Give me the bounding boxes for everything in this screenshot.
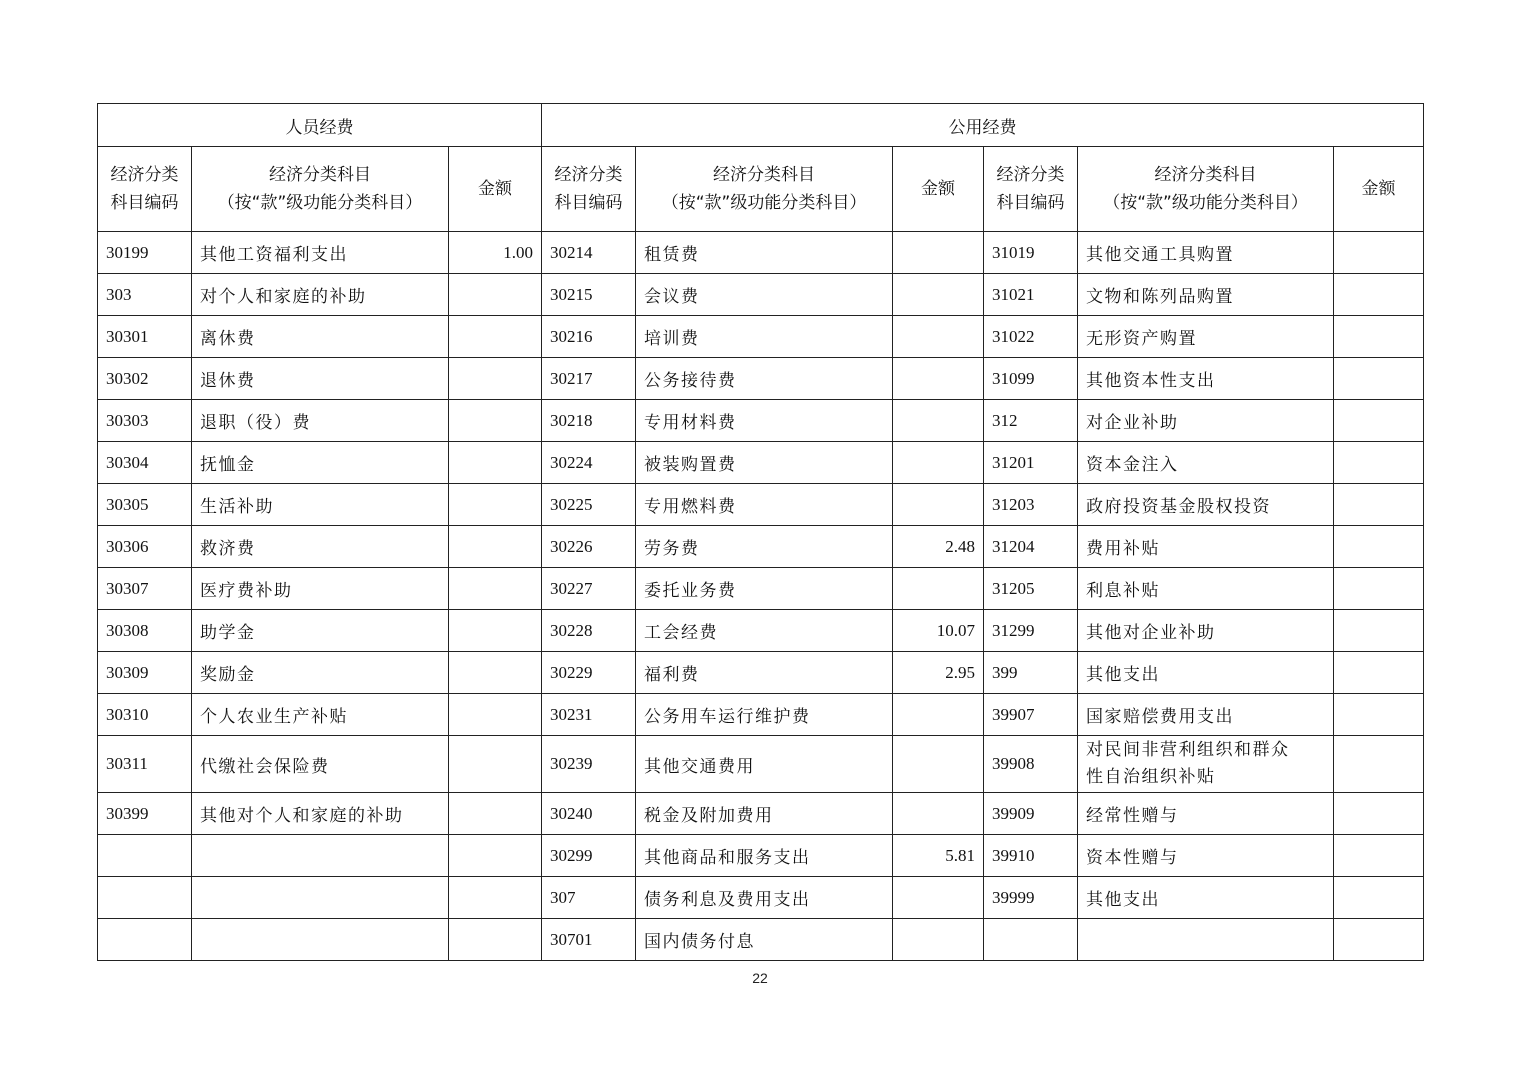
cell-code: 30218: [542, 400, 636, 442]
cell-amount: [1334, 232, 1424, 274]
cell-code: 30310: [98, 694, 192, 736]
cell-code: 303: [98, 274, 192, 316]
cell-amount: [893, 232, 984, 274]
cell-name: 政府投资基金股权投资: [1078, 484, 1334, 526]
cell-code: 399: [984, 652, 1078, 694]
cell-amount: [449, 442, 542, 484]
cell-amount: [449, 736, 542, 793]
cell-name: 对企业补助: [1078, 400, 1334, 442]
cell-amount: [449, 694, 542, 736]
column-header-name: [192, 147, 449, 232]
cell-amount: [449, 652, 542, 694]
cell-code: 30240: [542, 793, 636, 835]
cell-amount: 10.07: [893, 610, 984, 652]
cell-code: 307: [542, 877, 636, 919]
column-header-code: [542, 147, 636, 232]
cell-code: 30309: [98, 652, 192, 694]
cell-amount: [1334, 400, 1424, 442]
cell-amount: [1334, 877, 1424, 919]
cell-amount: [893, 484, 984, 526]
column-header-code: [98, 147, 192, 232]
table-row: [98, 442, 1424, 484]
cell-code: 39907: [984, 694, 1078, 736]
page-number: 22: [752, 970, 768, 986]
cell-code: 30239: [542, 736, 636, 793]
cell-amount: 2.48: [893, 526, 984, 568]
cell-name: 债务利息及费用支出: [636, 877, 893, 919]
cell-amount: [893, 274, 984, 316]
cell-name: 经常性赠与: [1078, 793, 1334, 835]
cell-name: [1078, 919, 1334, 961]
cell-amount: [1334, 274, 1424, 316]
cell-code: 31022: [984, 316, 1078, 358]
cell-name: 个人农业生产补贴: [192, 694, 449, 736]
table-row: [98, 274, 1424, 316]
cell-name: 被装购置费: [636, 442, 893, 484]
cell-name: 文物和陈列品购置: [1078, 274, 1334, 316]
column-header-amount-text: 金额: [1361, 179, 1396, 199]
cell-name: 退职（役）费: [192, 400, 449, 442]
cell-name: 抚恤金: [192, 442, 449, 484]
column-header-code: [984, 147, 1078, 232]
cell-code: 31203: [984, 484, 1078, 526]
cell-name: 其他商品和服务支出: [636, 835, 893, 877]
cell-amount: [1334, 526, 1424, 568]
cell-amount: [893, 568, 984, 610]
cell-code: 31205: [984, 568, 1078, 610]
cell-name: 离休费: [192, 316, 449, 358]
cell-name: 其他资本性支出: [1078, 358, 1334, 400]
column-header-amount-text: 金额: [478, 179, 512, 199]
cell-amount: [449, 919, 542, 961]
cell-amount: 5.81: [893, 835, 984, 877]
table-row: [98, 877, 1424, 919]
cell-amount: [449, 568, 542, 610]
cell-amount: 2.95: [893, 652, 984, 694]
cell-name: 其他支出: [1078, 652, 1334, 694]
cell-code: 39908: [984, 736, 1078, 793]
cell-code: 30307: [98, 568, 192, 610]
cell-amount: [449, 484, 542, 526]
cell-code: 31021: [984, 274, 1078, 316]
cell-name: 其他对企业补助: [1078, 610, 1334, 652]
cell-amount: [1334, 652, 1424, 694]
table-row: [98, 610, 1424, 652]
cell-code: 30217: [542, 358, 636, 400]
column-header-code-text: 经济分类 科目编码: [554, 165, 623, 213]
cell-code: 30311: [98, 736, 192, 793]
cell-code: 31019: [984, 232, 1078, 274]
cell-name: 公务接待费: [636, 358, 893, 400]
cell-amount: [449, 793, 542, 835]
cell-name: [192, 877, 449, 919]
cell-name: 生活补助: [192, 484, 449, 526]
cell-name: 利息补贴: [1078, 568, 1334, 610]
cell-code: [98, 877, 192, 919]
cell-amount: [1334, 610, 1424, 652]
group-header-personnel: 人员经费: [98, 104, 542, 147]
column-header-amount: [1334, 147, 1424, 232]
column-header-amount: [449, 147, 542, 232]
cell-name: 救济费: [192, 526, 449, 568]
cell-code: 30308: [98, 610, 192, 652]
cell-code: 30216: [542, 316, 636, 358]
cell-name: 无形资产购置: [1078, 316, 1334, 358]
cell-code: 31299: [984, 610, 1078, 652]
column-header-name: [636, 147, 893, 232]
cell-code: 30306: [98, 526, 192, 568]
cell-code: 30399: [98, 793, 192, 835]
cell-code: 30215: [542, 274, 636, 316]
column-header-amount-text: 金额: [921, 179, 956, 199]
cell-name: 助学金: [192, 610, 449, 652]
cell-name: 医疗费补助: [192, 568, 449, 610]
cell-code: 30226: [542, 526, 636, 568]
cell-code: [98, 919, 192, 961]
cell-code: 31204: [984, 526, 1078, 568]
cell-amount: [1334, 442, 1424, 484]
column-header-name-text: 经济分类科目 （按“款”级功能分类科目）: [661, 165, 867, 213]
cell-name: 其他交通费用: [636, 736, 893, 793]
cell-name: 劳务费: [636, 526, 893, 568]
cell-amount: [449, 400, 542, 442]
cell-amount: [893, 736, 984, 793]
cell-code: 30199: [98, 232, 192, 274]
cell-name: 退休费: [192, 358, 449, 400]
cell-amount: [449, 610, 542, 652]
cell-amount: [449, 358, 542, 400]
cell-code: 30301: [98, 316, 192, 358]
column-header-code-text: 经济分类 科目编码: [110, 165, 179, 213]
cell-name: 代缴社会保险费: [192, 736, 449, 793]
cell-name: 其他对个人和家庭的补助: [192, 793, 449, 835]
cell-code: 30214: [542, 232, 636, 274]
table-body: [98, 232, 1424, 961]
cell-amount: [893, 694, 984, 736]
cell-name: 其他交通工具购置: [1078, 232, 1334, 274]
table-row: [98, 358, 1424, 400]
group-header-public: 公用经费: [542, 104, 1424, 147]
cell-code: 30225: [542, 484, 636, 526]
cell-name: [192, 919, 449, 961]
cell-name: 专用材料费: [636, 400, 893, 442]
cell-amount: [449, 835, 542, 877]
table-row: [98, 835, 1424, 877]
cell-amount: [449, 526, 542, 568]
column-header-name-text: 经济分类科目 （按“款”级功能分类科目）: [1103, 165, 1308, 213]
cell-name: 专用燃料费: [636, 484, 893, 526]
cell-amount: [893, 793, 984, 835]
cell-code: 30701: [542, 919, 636, 961]
column-header-name: [1078, 147, 1334, 232]
cell-code: 30305: [98, 484, 192, 526]
table-row: [98, 652, 1424, 694]
column-header-row: [98, 147, 1424, 232]
cell-code: 31201: [984, 442, 1078, 484]
cell-code: 30231: [542, 694, 636, 736]
cell-amount: [1334, 793, 1424, 835]
column-header-name-text: 经济分类科目 （按“款”级功能分类科目）: [217, 165, 423, 213]
cell-amount: [449, 316, 542, 358]
cell-code: [984, 919, 1078, 961]
table-row: [98, 793, 1424, 835]
cell-name: 其他工资福利支出: [192, 232, 449, 274]
cell-amount: [1334, 694, 1424, 736]
table-row: [98, 400, 1424, 442]
table-row: [98, 919, 1424, 961]
cell-code: 30299: [542, 835, 636, 877]
cell-code: 30304: [98, 442, 192, 484]
cell-name: [1078, 736, 1334, 793]
cell-amount: [893, 316, 984, 358]
table-row: [98, 736, 1424, 793]
cell-amount: [1334, 358, 1424, 400]
cell-amount: [1334, 736, 1424, 793]
cell-name: 奖励金: [192, 652, 449, 694]
cell-name: 对个人和家庭的补助: [192, 274, 449, 316]
cell-amount: [1334, 316, 1424, 358]
cell-amount: [1334, 835, 1424, 877]
table-row: [98, 568, 1424, 610]
cell-name: 税金及附加费用: [636, 793, 893, 835]
cell-name: 其他支出: [1078, 877, 1334, 919]
cell-amount: [893, 877, 984, 919]
cell-code: 31099: [984, 358, 1078, 400]
cell-code: 30303: [98, 400, 192, 442]
cell-code: 30227: [542, 568, 636, 610]
cell-name: 委托业务费: [636, 568, 893, 610]
cell-name: 国内债务付息: [636, 919, 893, 961]
cell-amount: [893, 358, 984, 400]
cell-amount: [893, 919, 984, 961]
cell-code: 39910: [984, 835, 1078, 877]
cell-amount: [449, 877, 542, 919]
cell-code: 30228: [542, 610, 636, 652]
column-header-amount: [893, 147, 984, 232]
cell-code: 30224: [542, 442, 636, 484]
table-row: [98, 694, 1424, 736]
cell-amount: 1.00: [449, 232, 542, 274]
cell-code: 39999: [984, 877, 1078, 919]
cell-code: 30302: [98, 358, 192, 400]
cell-amount: [1334, 484, 1424, 526]
cell-name: 租赁费: [636, 232, 893, 274]
expenditure-table: [97, 103, 1424, 961]
cell-name: 国家赔偿费用支出: [1078, 694, 1334, 736]
cell-amount: [893, 400, 984, 442]
cell-name: 公务用车运行维护费: [636, 694, 893, 736]
column-header-code-text: 经济分类 科目编码: [996, 165, 1065, 213]
table-row: [98, 232, 1424, 274]
table-row: [98, 484, 1424, 526]
cell-name: [192, 835, 449, 877]
cell-code: [98, 835, 192, 877]
cell-code: 312: [984, 400, 1078, 442]
cell-amount: [1334, 919, 1424, 961]
table-row: [98, 316, 1424, 358]
cell-name: 资本性赠与: [1078, 835, 1334, 877]
cell-amount: [1334, 568, 1424, 610]
cell-amount: [893, 442, 984, 484]
cell-name: 工会经费: [636, 610, 893, 652]
table-row: [98, 526, 1424, 568]
cell-name-text: 对民间非营利组织和群众 性自治组织补贴: [1086, 740, 1290, 787]
cell-name: 培训费: [636, 316, 893, 358]
group-header-row: [98, 104, 1424, 147]
cell-amount: [449, 274, 542, 316]
cell-code: 30229: [542, 652, 636, 694]
cell-code: 39909: [984, 793, 1078, 835]
cell-name: 福利费: [636, 652, 893, 694]
cell-name: 费用补贴: [1078, 526, 1334, 568]
cell-name: 会议费: [636, 274, 893, 316]
cell-name: 资本金注入: [1078, 442, 1334, 484]
